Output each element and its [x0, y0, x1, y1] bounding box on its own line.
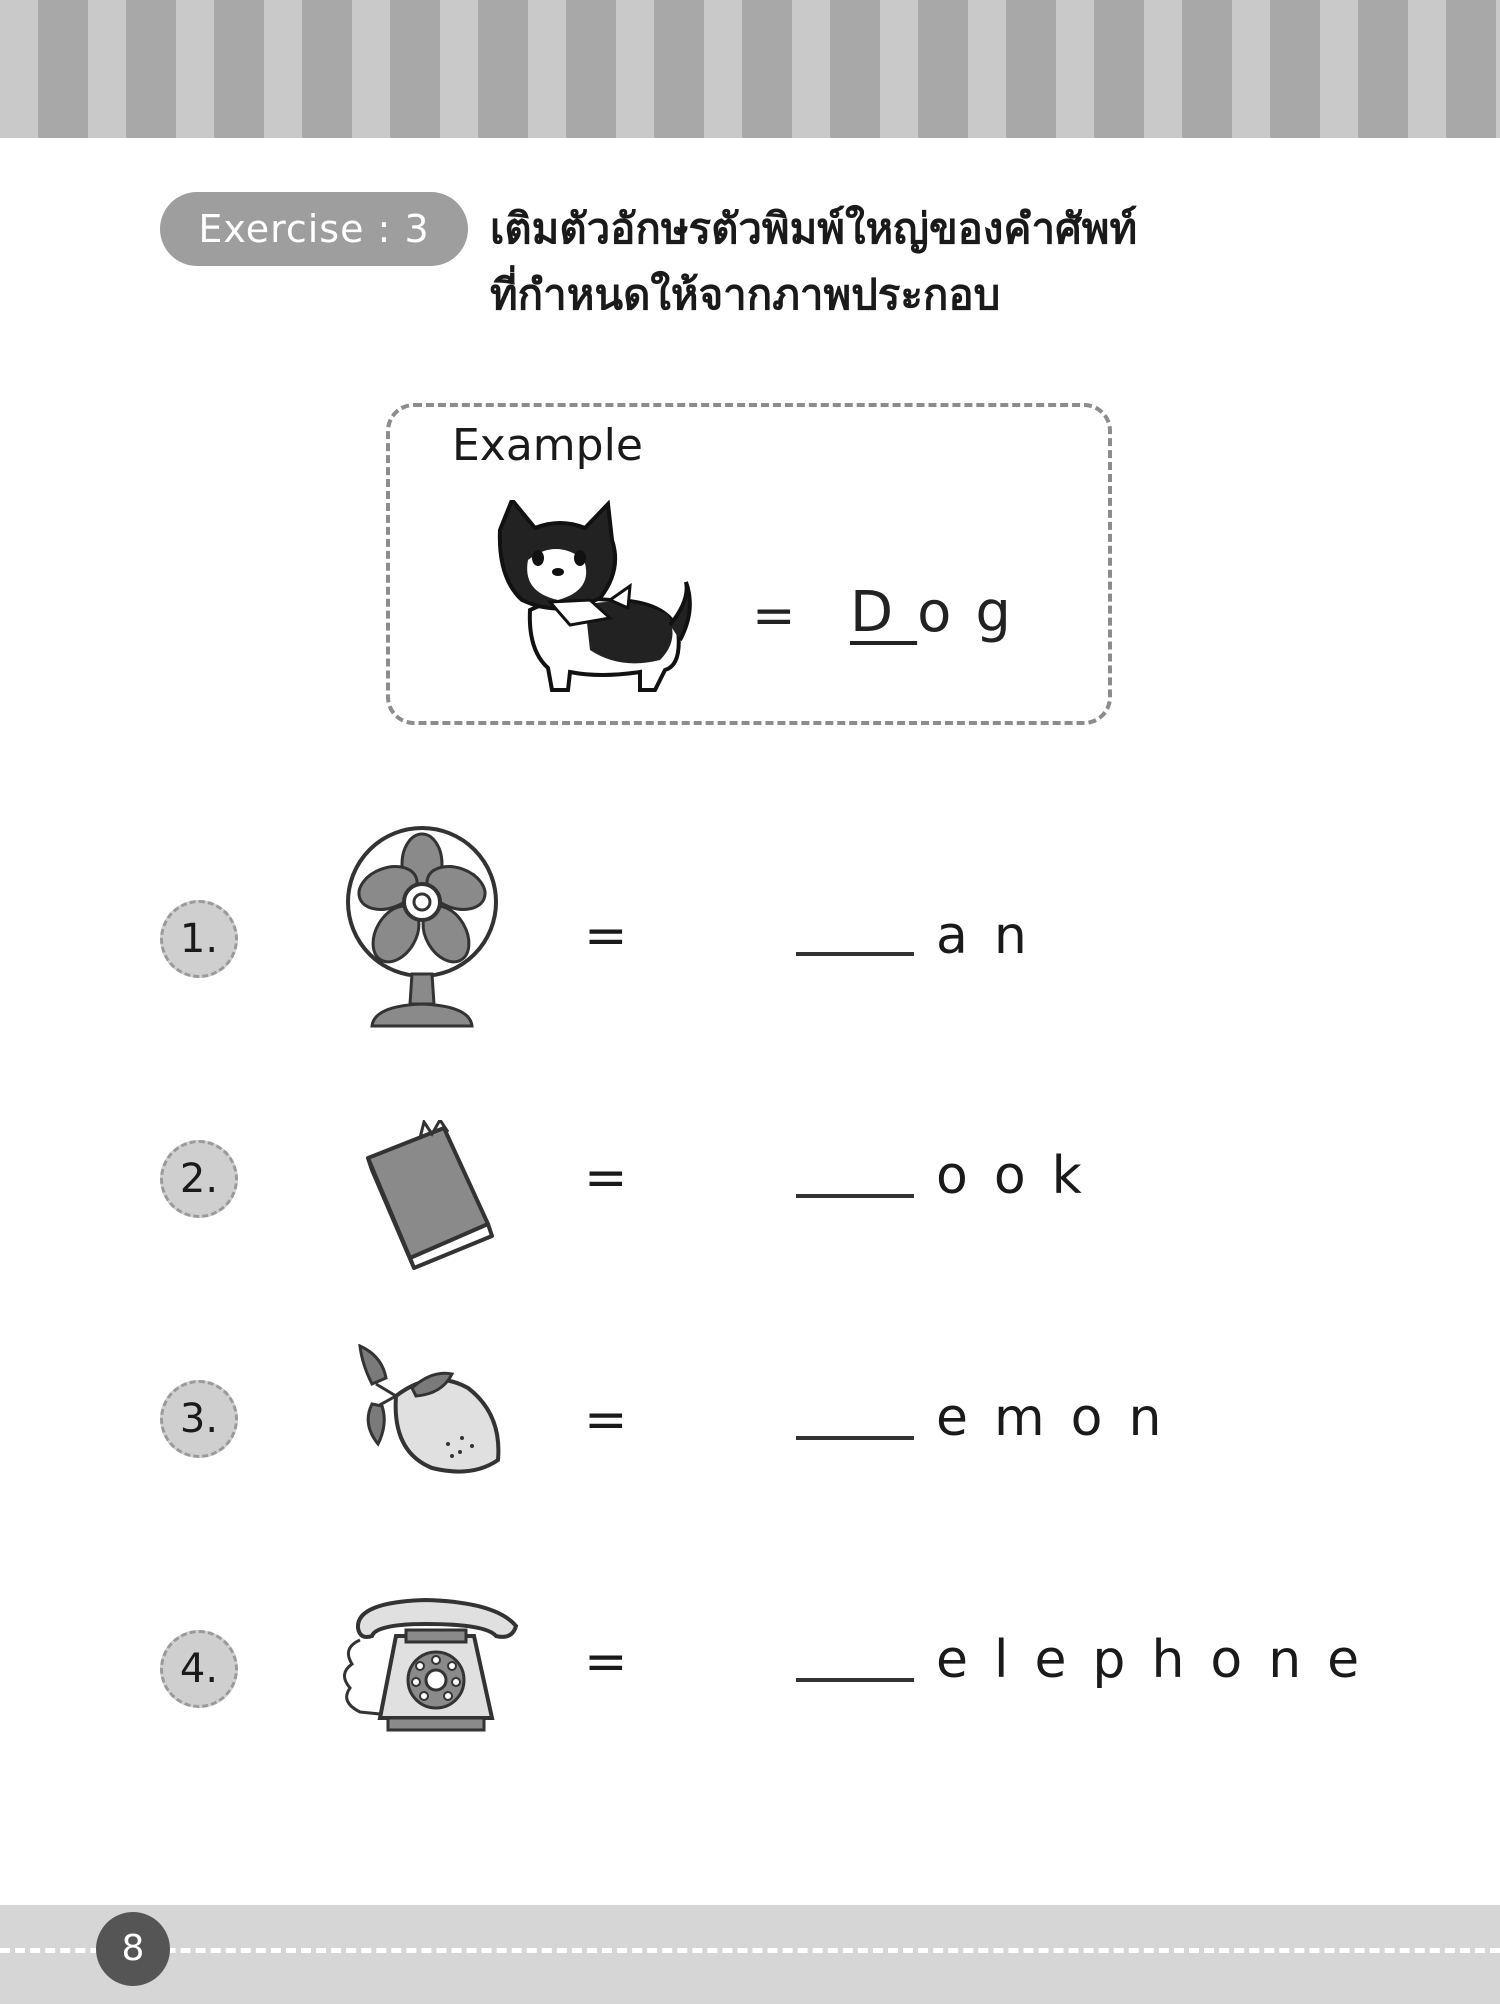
footer-dashed-line	[0, 1948, 1500, 1953]
instruction-line-1: เติมตัวอักษรตัวพิมพ์ใหญ่ของคำศัพท์	[490, 204, 1138, 253]
item-2-blank[interactable]	[796, 1194, 914, 1198]
item-2-equals: =	[584, 1148, 628, 1208]
footer-band	[0, 1905, 1500, 2004]
item-4-equals: =	[584, 1632, 628, 1692]
fan-icon	[344, 822, 514, 1030]
instruction-line-2: ที่กำหนดให้จากภาพประกอบ	[490, 270, 1001, 319]
item-1-number: 1.	[160, 900, 238, 978]
dog-icon	[490, 500, 700, 700]
item-3-blank[interactable]	[796, 1436, 914, 1440]
example-answer	[850, 580, 1035, 645]
example-label: Example	[452, 420, 643, 471]
item-3-word: emon	[936, 1388, 1188, 1448]
instruction-text	[490, 196, 1350, 328]
header-stripes	[0, 0, 1500, 138]
telephone-icon	[336, 1592, 520, 1740]
item-1-equals: =	[584, 906, 628, 966]
item-1-word: an	[936, 906, 1053, 966]
item-4-number: 4.	[160, 1630, 238, 1708]
book-icon	[360, 1120, 500, 1270]
item-4-blank[interactable]	[796, 1678, 914, 1682]
item-3-equals: =	[584, 1390, 628, 1450]
page-number: 8	[96, 1912, 170, 1986]
item-4-word: elephone	[936, 1630, 1386, 1690]
item-1-blank[interactable]	[796, 952, 914, 956]
example-answer-first-letter: D	[850, 580, 918, 645]
item-2-number: 2.	[160, 1140, 238, 1218]
item-2-word: ook	[936, 1146, 1108, 1206]
exercise-badge: Exercise : 3	[160, 192, 468, 266]
item-3-number: 3.	[160, 1380, 238, 1458]
example-answer-rest: og	[917, 580, 1035, 645]
lemon-icon	[352, 1344, 504, 1476]
example-equals: =	[752, 586, 796, 646]
